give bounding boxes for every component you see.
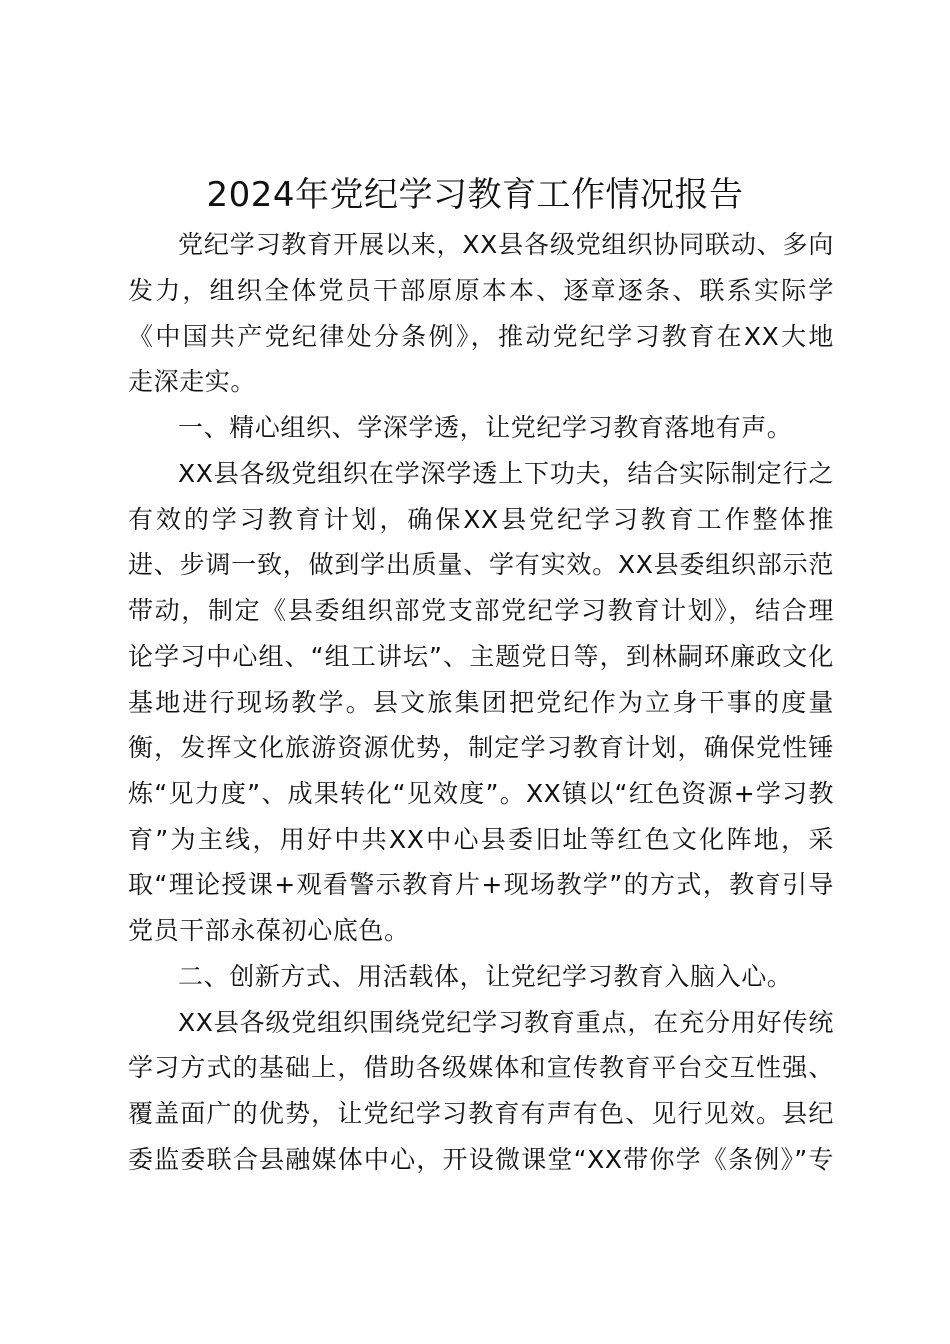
- section-heading-2: 二、创新方式、用活载体，让党纪学习教育入脑入心。: [178, 962, 793, 991]
- paragraph-2-line-6: 基地进行现场教学。县文旅集团把党纪作为立身干事的度量: [128, 688, 834, 717]
- paragraph-2-line-5: 论学习中心组、“组工讲坛”、主题党日等，到林嗣环廉政文化: [128, 642, 834, 671]
- paragraph-1-line-4: 走深走实。: [128, 367, 257, 396]
- paragraph-1-line-3: 《中国共产党纪律处分条例》，推动党纪学习教育在XX大地: [128, 322, 834, 351]
- paragraph-2-line-9: 育”为主线，用好中共XX中心县委旧址等红色文化阵地，采: [128, 825, 834, 854]
- paragraph-2-line-2: 有效的学习教育计划，确保XX县党纪学习教育工作整体推: [128, 505, 834, 534]
- paragraph-2-line-1: XX县各级党组织在学深学透上下功夫，结合实际制定行之: [178, 459, 834, 488]
- paragraph-2-line-3: 进、步调一致，做到学出质量、学有实效。XX县委组织部示范: [128, 550, 834, 579]
- paragraph-2-line-8: 炼“见力度”、成果转化“见效度”。XX镇以“红色资源+学习教: [128, 779, 834, 808]
- paragraph-3-line-3: 覆盖面广的优势，让党纪学习教育有声有色、见行见效。县纪: [128, 1099, 834, 1128]
- paragraph-1-line-1: 党纪学习教育开展以来，XX县各级党组织协同联动、多向: [178, 230, 834, 259]
- paragraph-1-line-2: 发力，组织全体党员干部原原本本、逐章逐条、联系实际学: [128, 276, 834, 305]
- paragraph-2-line-10: 取“理论授课+观看警示教育片+现场教学”的方式，教育引导: [128, 870, 834, 899]
- document-title: 2024年党纪学习教育工作情况报告: [206, 175, 744, 215]
- section-heading-1: 一、精心组织、学深学透，让党纪学习教育落地有声。: [178, 413, 793, 442]
- paragraph-3-line-4: 委监委联合县融媒体中心，开设微课堂“XX带你学《条例》”专: [128, 1145, 834, 1174]
- paragraph-2-line-4: 带动，制定《县委组织部党支部党纪学习教育计划》，结合理: [128, 596, 834, 625]
- paragraph-3-line-2: 学习方式的基础上，借助各级媒体和宣传教育平台交互性强、: [128, 1053, 834, 1082]
- paragraph-2-line-7: 衡，发挥文化旅游资源优势，制定学习教育计划，确保党性锤: [128, 733, 834, 762]
- paragraph-2-line-11: 党员干部永葆初心底色。: [128, 916, 410, 945]
- paragraph-3-line-1: XX县各级党组织围绕党纪学习教育重点，在充分用好传统: [178, 1008, 834, 1037]
